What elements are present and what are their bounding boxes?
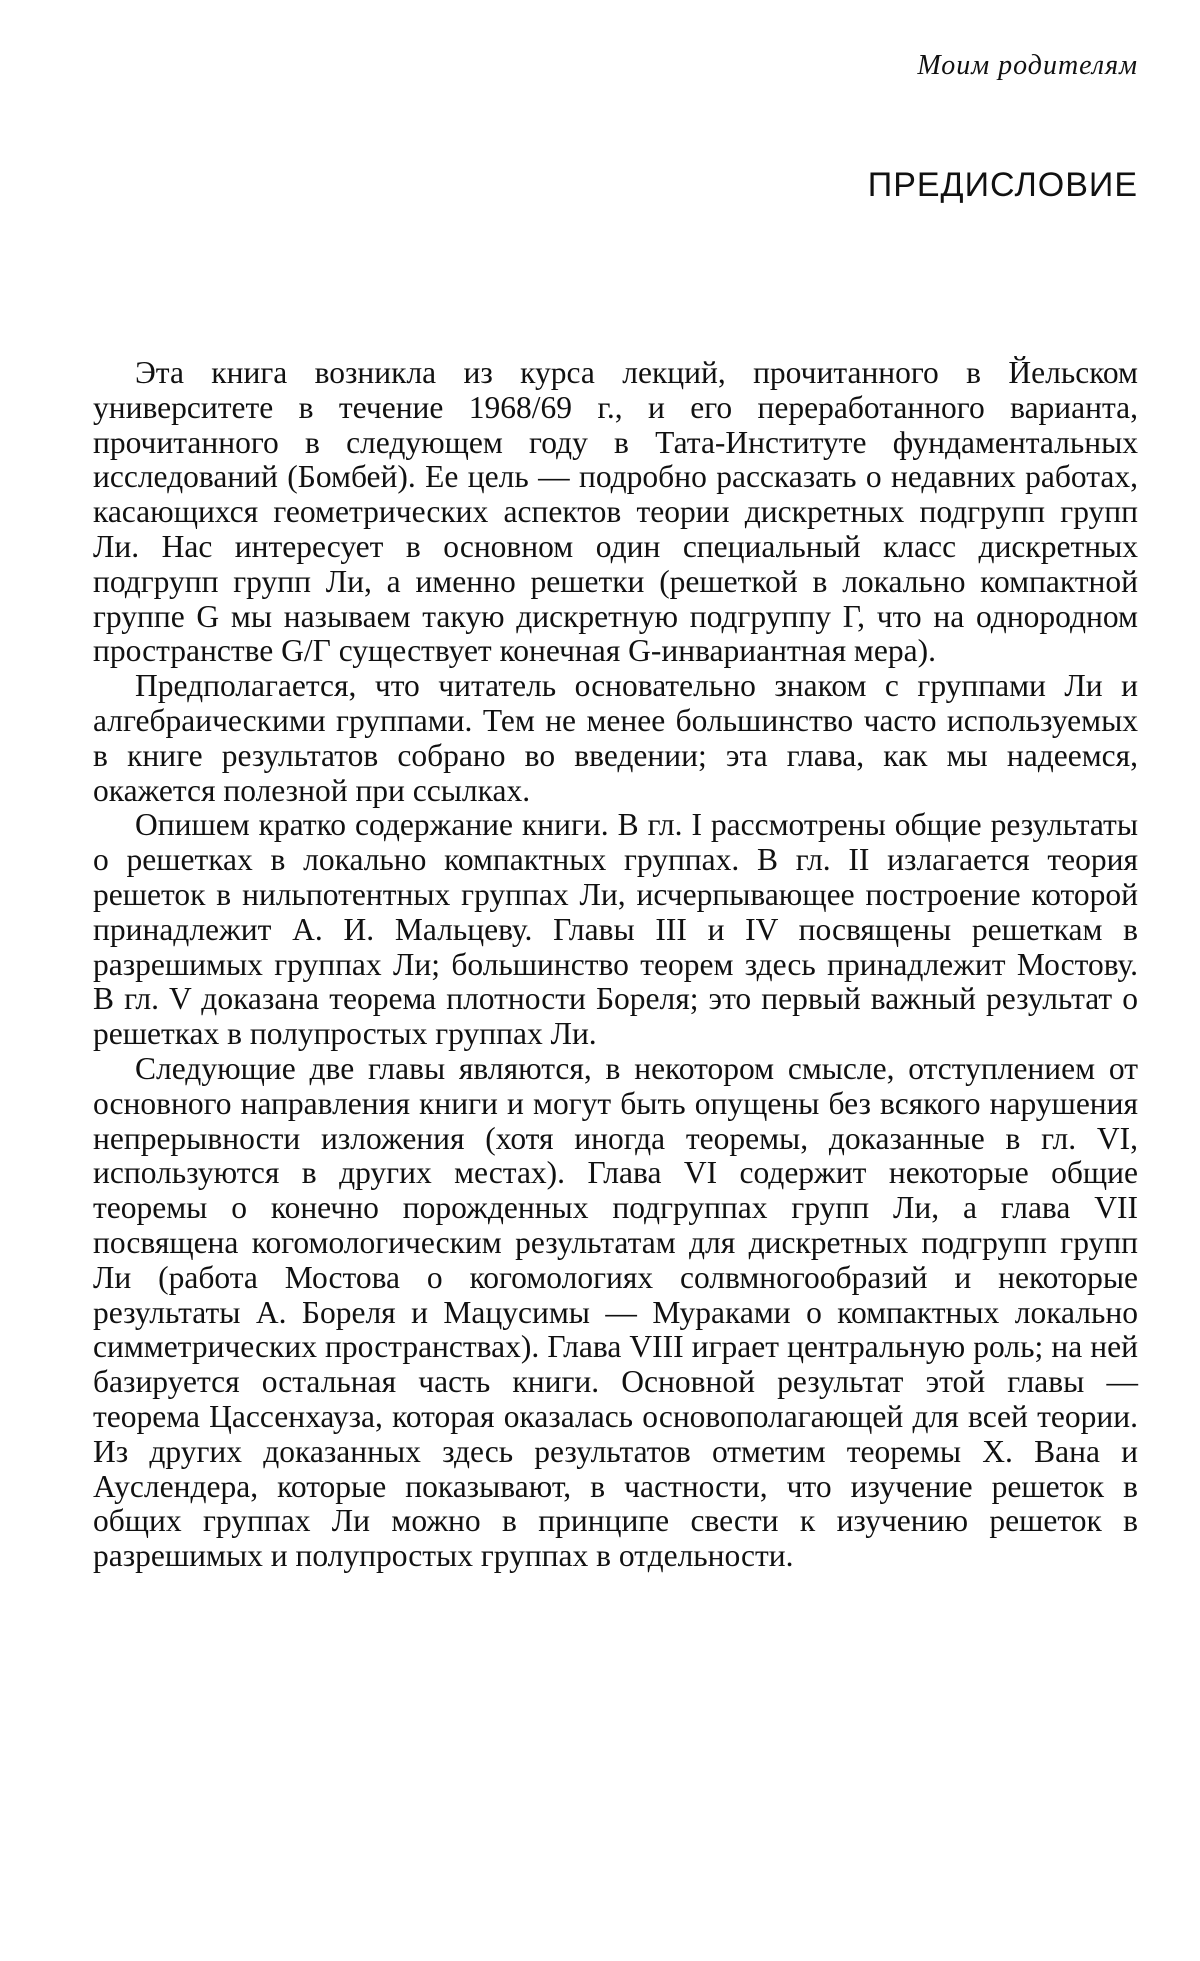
body-text [93, 356, 1138, 1574]
paragraph: Опишем кратко содержание книги. В гл. I рассмотрены общие результаты о решетках в локально компактных группах. В гл. II излагается теория решеток в нильпотентных группах Ли, исчерпывающее построение которой принадлежит А. И. Мальцеву. Главы III и IV посвящены решеткам в разрешимых группах Ли; большинство теорем здесь принадлежит Мостову. В гл. V доказана теорема плотности Бореля; это первый важный результат о решетках в полупростых группах Ли. [93, 807, 1138, 1052]
dedication: Моим родителям [917, 50, 1138, 81]
paragraph: Эта книга возникла из курса лекций, прочитанного в Йельском университете в течение 1968/69 г., и его переработанного варианта, прочитанного в следующем году в Тата-Институте фундаментальных исследований (Бомбей). Ее цель — подробно рассказать о недавних работах, касающихся геометрических аспектов теории дискретных подгрупп групп Ли. Нас интересует в основном один специальный класс дискретных подгрупп групп Ли, а именно решетки (решеткой в локально компактной группе G мы называем такую дискретную подгруппу Γ, что на однородном пространстве G/Γ существует конечная G-инвариантная мера). [93, 355, 1138, 669]
chapter-title: ПРЕДИСЛОВИЕ [867, 165, 1138, 204]
paragraph: Предполагается, что читатель основательно знаком с группами Ли и алгебраическими группами. Тем не менее большинство часто используемых в книге результатов собрано во введении; эта глава, как мы надеемся, окажется полезной при ссылках. [93, 668, 1138, 808]
paragraph: Следующие две главы являются, в некотором смысле, отступлением от основного направления книги и могут быть опущены без всякого нарушения непрерывности изложения (хотя иногда теоремы, доказанные в гл. VI, используются в других местах). Глава VI содержит некоторые общие теоремы о конечно порожденных подгруппах групп Ли, а глава VII посвящена когомологическим результатам для дискретных подгрупп групп Ли (работа Мостова о когомологиях солвмногообразий и некоторые результаты А. Бореля и Мацусимы — Мураками о компактных локально симметрических пространствах). Глава VIII играет центральную роль; на ней базируется остальная часть книги. Основной результат этой главы — теорема Цассенхауза, которая оказалась основополагающей для всей теории. Из других доказанных здесь результатов отметим теоремы Х. Вана и Ауслендера, которые показывают, в частности, что изучение решеток в общих группах Ли можно в принципе свести к изучению решеток в разрешимых и полупростых группах в отдельности. [93, 1050, 1138, 1574]
